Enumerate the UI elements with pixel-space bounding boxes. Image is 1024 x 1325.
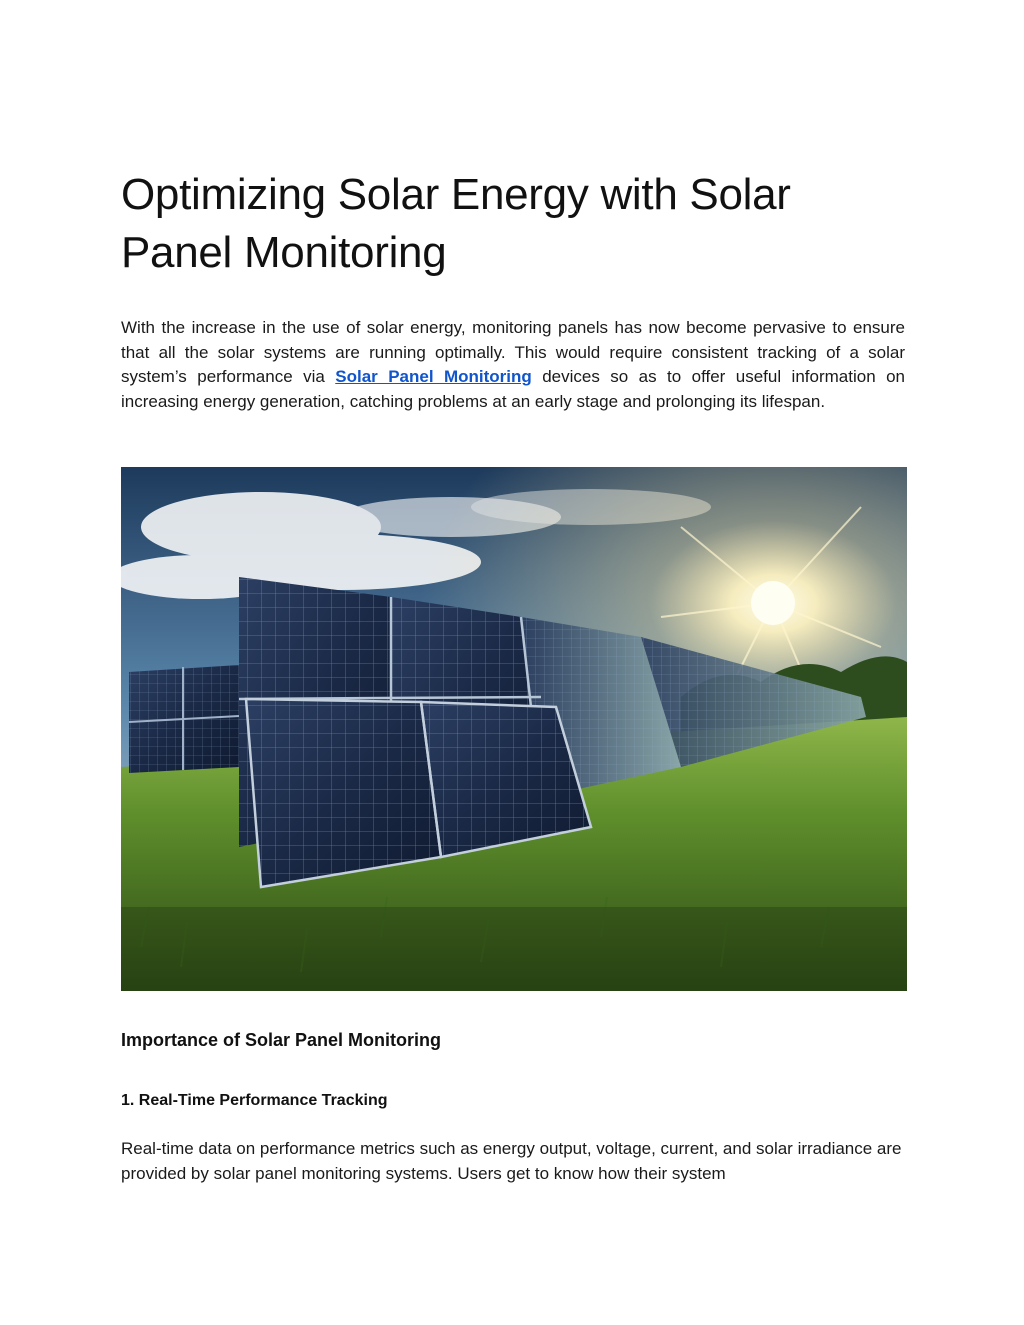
page-title: Optimizing Solar Energy with Solar Panel Monitoring bbox=[121, 170, 791, 277]
solar-panels-hero-image bbox=[121, 467, 907, 991]
solar-panel-monitoring-link[interactable]: Solar Panel Monitoring bbox=[335, 367, 532, 386]
intro-text-before-link: With the increase in the use of solar energy, monitoring panels has now become pervasive to ensure that all the solar systems are running optimally. This would require consistent tracking of a solar system’s performance via bbox=[121, 318, 905, 386]
intro-text-after-link: devices so as to offer useful information on increasing energy generation, catching problems at an early stage and prolonging its lifespan. bbox=[121, 367, 905, 411]
intro-paragraph bbox=[121, 316, 905, 414]
section-heading: Importance of Solar Panel Monitoring bbox=[121, 1030, 442, 1050]
subsection-heading: 1. Real-Time Performance Tracking bbox=[121, 1092, 388, 1109]
subsection-paragraph: Real-time data on performance metrics such as energy output, voltage, current, and solar irradiance are provided by solar panel monitoring systems. Users get to know how their system bbox=[121, 1139, 902, 1183]
